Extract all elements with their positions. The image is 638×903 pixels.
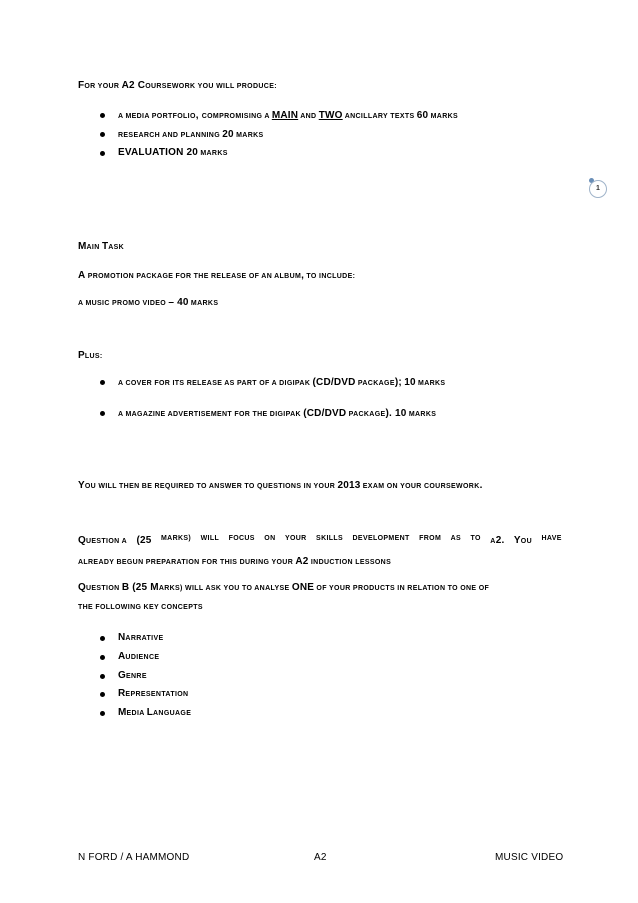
bullet-icon bbox=[100, 380, 105, 385]
concept-item: GENRE bbox=[118, 670, 147, 681]
concept-item: NARRATIVE bbox=[118, 632, 164, 643]
question-b-line2: THE FOLLOWING KEY CONCEPTS bbox=[78, 604, 203, 611]
list-item: A MAGAZINE ADVERTISEMENT FOR THE DIGIPAK (CD/DVD PACKAGE). 10 MARKS bbox=[118, 408, 437, 419]
bullet-icon bbox=[100, 711, 105, 716]
bullet-icon bbox=[100, 113, 105, 118]
intro-heading: FOR YOUR A2 COURSEWORK YOU WILL PRODUCE: bbox=[78, 80, 277, 91]
concept-item: REPRESENTATION bbox=[118, 688, 189, 699]
list-item: A MEDIA PORTFOLIO, COMPROMISING A MAIN AND TWO ANCILLARY TEXTS 60 MARKS bbox=[118, 110, 459, 121]
concept-item: AUDIENCE bbox=[118, 651, 160, 662]
bullet-icon bbox=[100, 411, 105, 416]
bullet-icon bbox=[100, 636, 105, 641]
section-heading-plus: PLUS: bbox=[78, 350, 103, 361]
bullet-icon bbox=[100, 655, 105, 660]
main-task-description: A PROMOTION PACKAGE FOR THE RELEASE OF AN ALBUM, TO INCLUDE: bbox=[78, 270, 356, 281]
bullet-icon bbox=[100, 692, 105, 697]
list-item: EVALUATION 20 MARKS bbox=[118, 147, 228, 158]
footer-title: MUSIC VIDEO bbox=[495, 852, 564, 863]
list-item: A COVER FOR ITS RELEASE AS PART OF A DIGIPAK (CD/DVD PACKAGE); 10 MARKS bbox=[118, 377, 446, 388]
bullet-icon bbox=[100, 151, 105, 156]
footer-level: A2 bbox=[314, 852, 327, 863]
list-item: RESEARCH AND PLANNING 20 MARKS bbox=[118, 129, 264, 140]
footer-authors: N FORD / A HAMMOND bbox=[78, 852, 190, 863]
concept-item: MEDIA LANGUAGE bbox=[118, 707, 192, 718]
question-b-line1: QUESTION B (25 MARKS) WILL ASK YOU TO ANALYSE ONE OF YOUR PRODUCTS IN RELATION TO ONE OF bbox=[78, 582, 490, 593]
bullet-icon bbox=[100, 674, 105, 679]
section-heading-main-task: MAIN TASK bbox=[78, 241, 125, 252]
question-a-line1: QUESTION A (25 MARKS) WILL FOCUS ON YOUR SKILLS DEVELOPMENT FROM AS TO A2. YOU HAVE bbox=[78, 535, 562, 546]
exam-statement: YOU WILL THEN BE REQUIRED TO ANSWER TO QUESTIONS IN YOUR 2013 EXAM ON YOUR COURSEWORK. bbox=[78, 480, 483, 491]
main-task-video: A MUSIC PROMO VIDEO – 40 MARKS bbox=[78, 297, 219, 308]
question-a-line2: ALREADY BEGUN PREPARATION FOR THIS DURING YOUR A2 INDUCTION LESSONS bbox=[78, 556, 392, 567]
bullet-icon bbox=[100, 132, 105, 137]
page-number-badge: 1 bbox=[589, 180, 607, 198]
